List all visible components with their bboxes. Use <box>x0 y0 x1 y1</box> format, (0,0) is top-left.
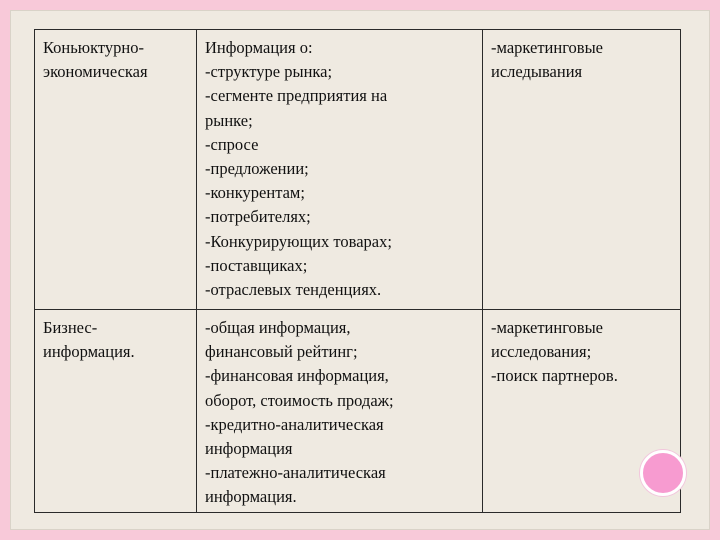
cell-line: -маркетинговые <box>491 318 604 337</box>
cell-line: -финансовая информация, <box>205 366 389 386</box>
cell-line: оборот, стоимость продаж; <box>205 390 394 410</box>
cell-line: -отраслевых тенденциях. <box>205 280 382 300</box>
cell-line: Коньюктурно- <box>43 38 144 57</box>
cell-line: исследования; <box>491 342 592 362</box>
cell-line: информация <box>205 439 293 459</box>
table-row <box>35 310 681 513</box>
cell-line: -структуре рынка; <box>205 62 333 82</box>
cell-line: информация. <box>43 342 135 362</box>
cell-line: -общая информация, <box>205 318 351 337</box>
info-content-cell <box>197 310 483 513</box>
cell-line: Бизнес- <box>43 318 98 337</box>
cell-line: финансовый рейтинг; <box>205 342 358 362</box>
cell-line: -сегменте предприятия на <box>205 86 388 106</box>
cell-line: -Конкурирующих товарах; <box>205 231 392 251</box>
cell-line: -поставщиках; <box>205 255 308 275</box>
info-type-cell <box>35 30 197 310</box>
table-row <box>35 30 681 310</box>
cell-line: -потребителях; <box>205 207 311 227</box>
cell-line: информация. <box>205 487 297 507</box>
cell-line: Информация о: <box>205 38 313 57</box>
cell-line: рынке; <box>205 110 253 130</box>
cell-line: экономическая <box>43 62 148 82</box>
cell-line: -кредитно-аналитическая <box>205 414 384 434</box>
decorative-pink-circle <box>640 450 686 496</box>
cell-line: -спросе <box>205 134 259 154</box>
info-content-cell <box>197 30 483 310</box>
cell-line: -маркетинговые <box>491 38 604 57</box>
cell-line: -поиск партнеров. <box>491 366 618 386</box>
cell-line: -предложении; <box>205 159 309 179</box>
info-type-cell <box>35 310 197 513</box>
info-source-cell <box>483 30 681 310</box>
cell-line: -конкурентам; <box>205 183 305 203</box>
cell-line: иследывания <box>491 62 583 82</box>
cell-line: -платежно-аналитическая <box>205 463 386 483</box>
slide-frame <box>10 10 710 530</box>
information-table <box>34 29 681 513</box>
